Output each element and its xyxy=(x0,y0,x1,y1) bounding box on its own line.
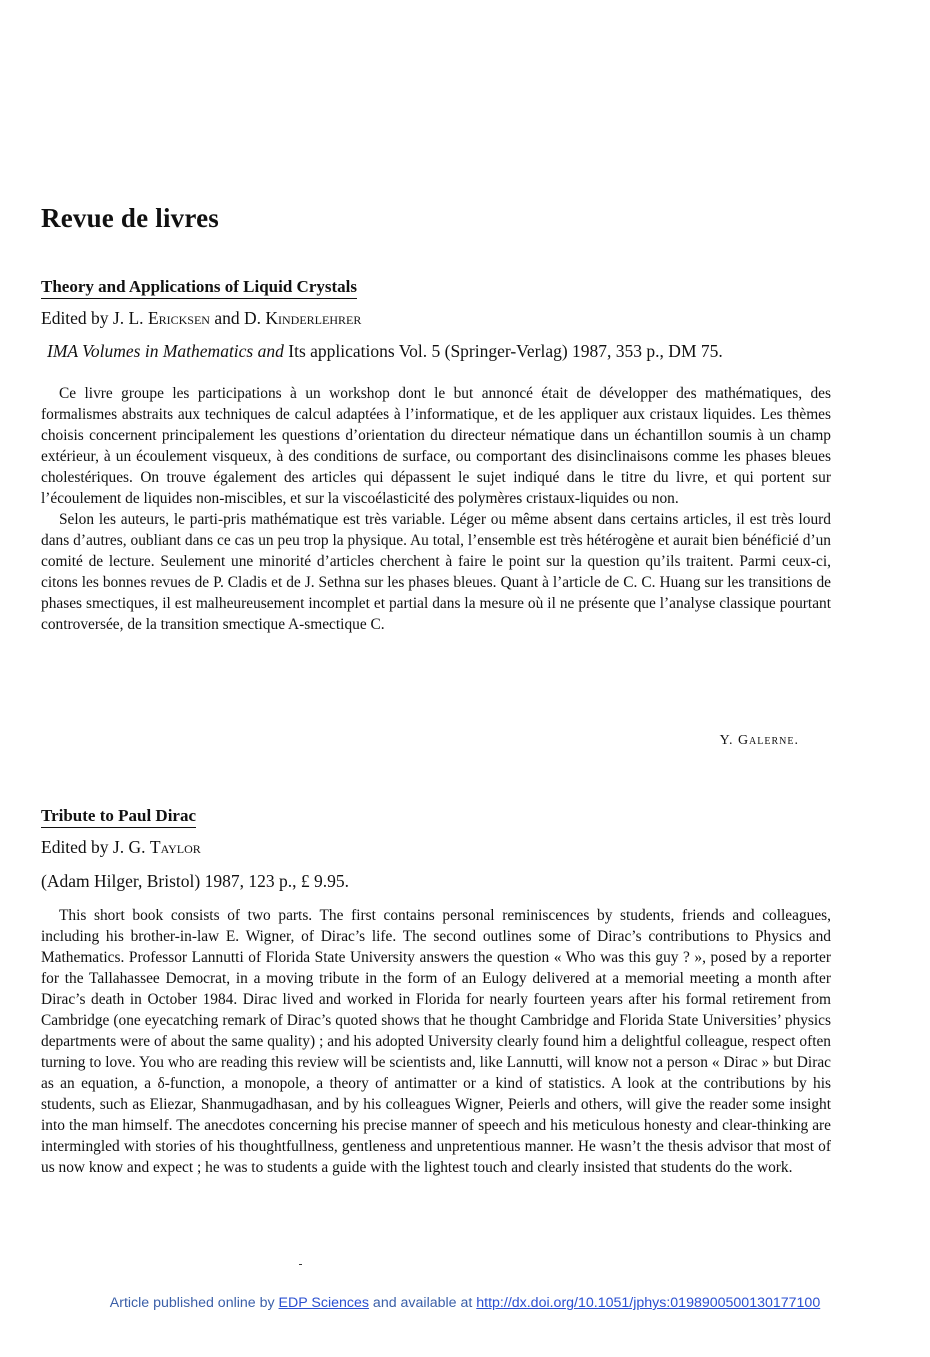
review-paragraph: This short book consists of two parts. The first contains personal reminiscences by students, friends and colleagues, including his brother-in-law E. Wigner, of Dirac’s life. The second outlines some of Dirac’s contributions to Physics and Mathematics. Professor Lannutti of Florida State University answers the question « Who was this guy ? », posed by a reporter for the Tallahassee Democrat, in a moving tribute in the form of an Eulogy delivered at a memorial meeting a month after Dirac’s death in October 1984. Dirac lived and worked in Florida for nearly fourteen years after his formal retirement from Cambridge (one eyecatching remark of Dirac’s quoted shows that he thought Cambridge and Florida State Universities’ physics departments were of about the same quality) ; and his adopted University clearly found him a delightful colleague, respect often turning to love. You who are reading this review will be scientists and, like Lannutti, will know not a person « Dirac » but Dirac as an equation, a δ-function, a monopole, a theory of antimatter or a kind of statistics. A look at the contributions by his students, such as Eliezar, Shanmugadhasan, and by his colleagues Wigner, Peierls and others, will give the reader some insight into the man himself. The anecdotes concerning his precise manner of speech and his meticulous honesty and clear-thinking are intermingled with stories of his thoughtfullness, gentleness and unpretentious manner. He wasn’t the thesis advisor that most of us now know and expect ; he was to students a guide with the lightest touch and clearly insisted that students do the work. xyxy=(41,907,831,1176)
review-paragraph: Selon les auteurs, le parti-pris mathématique est très variable. Léger ou même absent dans certains articles, il est très lourd dans d’autres, oubliant dans ce cas un peu trop la physique. Au total, l’ensemble est très hétérogène et aurait bien bénéficié d’un comité de lecture. Seulement une minorité d’articles cherchent à faire le point sur la question qu’ils traitent. Parmi ceux-ci, citons les bonnes revues de P. Cladis et de J. Sethna sur les phases bleues. Quant à l’article de C. C. Huang sur les transitions de phases smectiques, il est malheureusement incomplet et partial dans la mesure où il ne présente que l’analyse classique pourtant controversée, de la transition smectique A-smectique C. xyxy=(41,511,831,633)
series-title: IMA Volumes in Mathematics and xyxy=(47,341,284,361)
page-title: Revue de livres xyxy=(41,203,219,233)
publisher-link[interactable]: EDP Sciences xyxy=(278,1295,369,1311)
editor-name: Kinderlehrer xyxy=(265,308,362,328)
publication-info: (Adam Hilger, Bristol) 1987, 123 p., £ 9.95. xyxy=(41,871,349,891)
review-paragraph: Ce livre groupe les participations à un workshop dont le but annoncé était de développer des mathématiques, des formalismes abstraits aux techniques de calcul adaptées à l’informatique, et de les appliquer aux cristaux liquides. Les thèmes choisis concernent principalement les questions d’orientation du directeur nématique dans un échantillon soumis à un champ extérieur, à un écoulement visqueux, à des conditions de surface, ou comportant des disinclinaisons comme les phases bleues cholestériques. On trouve également des articles qui dépassent le sujet indiqué dans le titre du livre, et qui portent sur l’écoulement de liquides non-miscibles, et sur la viscoélasticité des polymères cristaux-liquides ou non. xyxy=(41,385,831,507)
footer-middle: and available at xyxy=(368,1295,477,1311)
doi-link[interactable]: http://dx.doi.org/10.1051/jphys:0198900500130177100 xyxy=(476,1295,821,1311)
review-body xyxy=(41,905,831,1178)
editor-name: Ericksen xyxy=(147,308,210,328)
review-editors xyxy=(41,307,831,329)
publication-footer xyxy=(0,1295,930,1311)
review-liquid-crystals xyxy=(41,277,831,635)
editors-conjunction: and D. xyxy=(209,308,266,328)
reviewer-signature: Y. Galerne. xyxy=(719,733,799,748)
review-body xyxy=(41,383,831,635)
editors-prefix: Edited by J. G. xyxy=(41,837,150,857)
publication-info xyxy=(41,340,831,362)
footer-prefix: Article published online by xyxy=(109,1295,279,1311)
editor-name: Taylor xyxy=(149,837,201,857)
editors-prefix: Edited by J. L. xyxy=(41,308,148,328)
publication-details: Its applications Vol. 5 (Springer-Verlag) 1987, 353 p., DM 75. xyxy=(283,341,723,361)
review-title: Theory and Applications of Liquid Crystals xyxy=(41,277,357,299)
stray-mark xyxy=(299,1264,302,1265)
review-title: Tribute to Paul Dirac xyxy=(41,806,196,828)
review-editors xyxy=(41,836,831,858)
review-dirac xyxy=(41,806,831,1178)
